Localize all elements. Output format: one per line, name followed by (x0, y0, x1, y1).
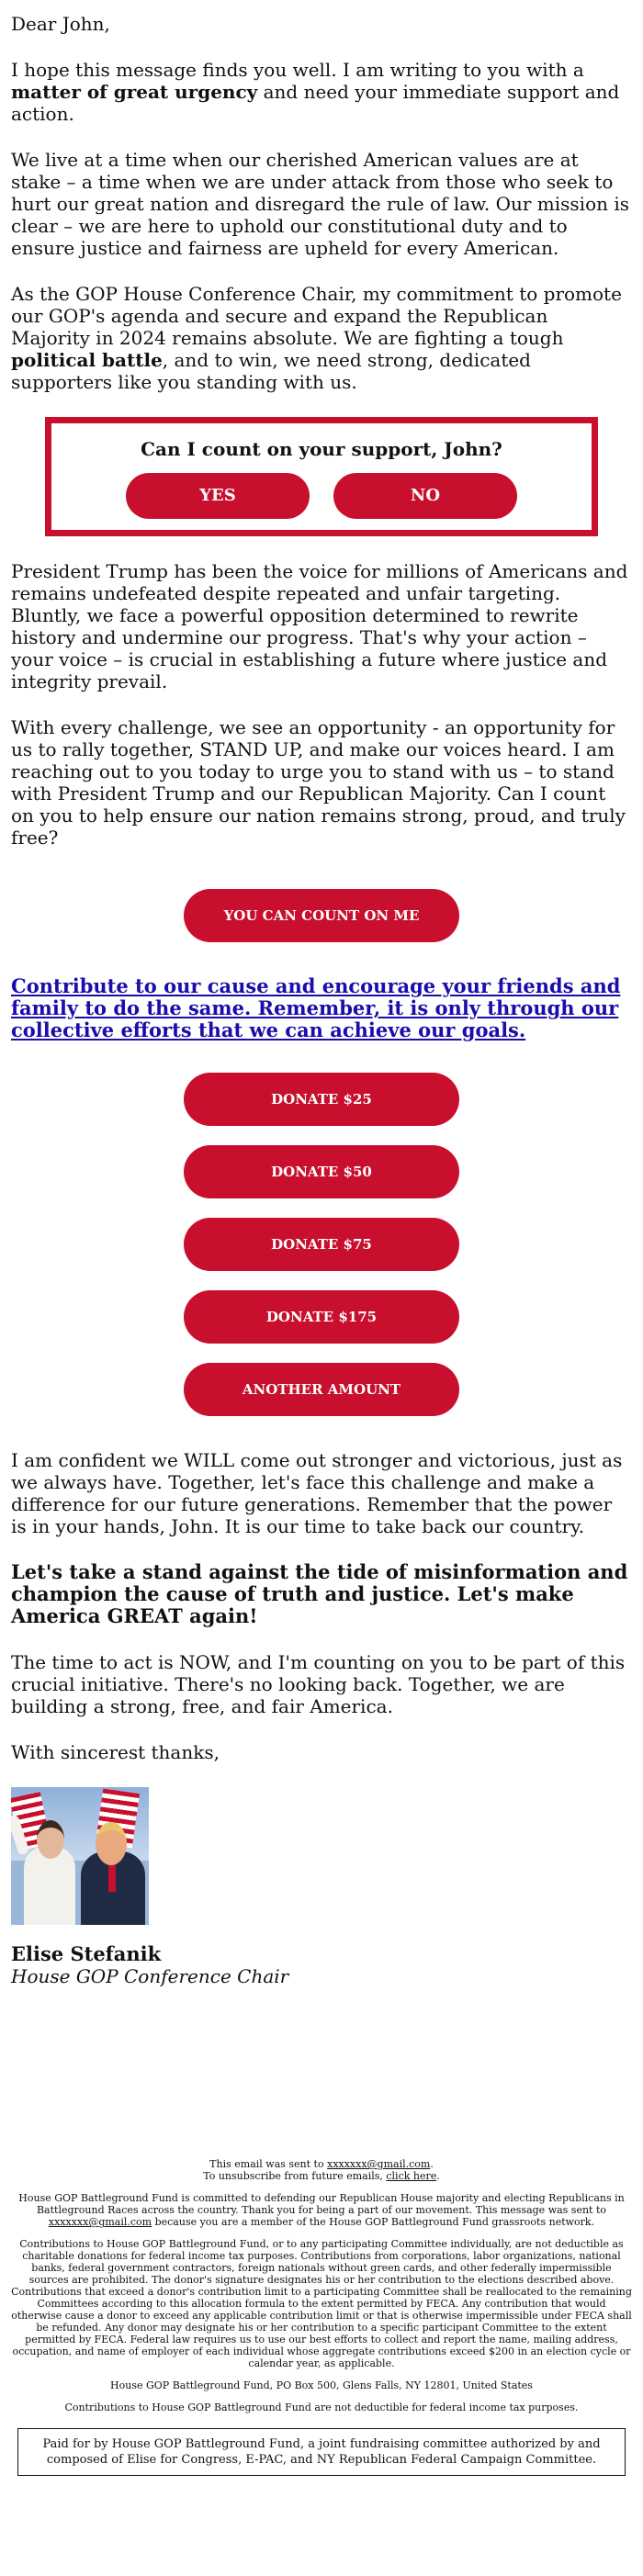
sent-to-line: This email was sent to xxxxxxx@gmail.com. (209, 2158, 434, 2170)
values-paragraph: We live at a time when our cherished American values are at stake – a time when we are under attack from those who seek to hurt our great nation and disregard the rule of law. Our mission is clear – we are here to uphold our constitutional duty and to ensure justice and fairness are upheld for every American. (11, 149, 630, 259)
stand-paragraph: Let's take a stand against the tide of misinformation and champion the cause of truth and justice. Let's make America GREAT again! (11, 1560, 628, 1627)
closing: With sincerest thanks, (11, 1741, 220, 1763)
support-poll (45, 417, 598, 536)
unsubscribe-line: To unsubscribe from future emails, click here. (203, 2170, 440, 2182)
committee-statement: House GOP Battleground Fund is committed to defending our Republican House majority and electing Republicans in Battleground Races across the country. Thank you for being a part of our movement. This message was sent to xxxxxxx@gmail.com because you are a member of the House GOP Battleground Fund grassroots network. (18, 2192, 625, 2228)
recipient-email-link-2[interactable]: xxxxxxx@gmail.com (48, 2216, 152, 2228)
legal-disclaimer: Contributions to House GOP Battleground Fund, or to any participating Committee individually, are not deductible as charitable donations for federal income tax purposes. Contributions from corporations, labor organizations, national banks, federal government contractors, foreign nationals without green cards, and other federally impermissible sources are prohibited. The donor's signature designates his or her contribution to the elections described above. Contributions that exceed a donor's contribution limit to a participating Committee shall be reallocated to the remaining Committees according to this allocation formula to the extent permitted by FECA. Any contribution that would otherwise cause a donor to exceed any applicable contribution limit or that is otherwise impermissible under FECA shall be refunded. Any donor may designate his or her contribution to a specific participant Committee to the extent permitted by FECA. Federal law requires us to use our best efforts to collect and report the name, mailing address, occupation, and name of employer of each individual whose aggregate contributions exceed $200 in an election cycle or calendar year, as applicable. (11, 2238, 632, 2369)
signer-title: House GOP Conference Chair (11, 1965, 289, 1987)
trump-paragraph: President Trump has been the voice for millions of Americans and remains undefeated despite repeated and unfair targeting. Bluntly, we face a powerful opposition determined to rewrite history and undermine our progress. That's why your action – your voice – is crucial in establishing a future where justice and integrity prevail. (11, 560, 628, 692)
commitment-paragraph: As the GOP House Conference Chair, my commitment to promote our GOP's agenda and secure and expand the Republican Majority in 2024 remains absolute. We are fighting a tough political battle, and to win, we need strong, dedicated supporters like you standing with us. (11, 283, 622, 393)
challenge-paragraph: With every challenge, we see an opportunity - an opportunity for us to rally together, STAND UP, and make our voices heard. I am reaching out to you today to urge you to stand with us – to stand with President Trump and our Republican Majority. Can I count on you to help ensure our nation remains strong, proud, and truly free? (11, 716, 626, 849)
act-now-paragraph: The time to act is NOW, and I'm counting on you to be part of this crucial initiative. There's no looking back. Together, we are building a strong, free, and fair America. (11, 1651, 626, 1717)
donate-175-button[interactable]: DONATE $175 (184, 1290, 459, 1344)
battle-emphasis: political battle (11, 349, 163, 371)
unsubscribe-link[interactable]: click here (386, 2170, 437, 2182)
tax-notice: Contributions to House GOP Battleground Fund are not deductible for federal income tax purposes. (64, 2402, 579, 2413)
urgency-emphasis: matter of great urgency (11, 81, 258, 103)
mailing-address: House GOP Battleground Fund, PO Box 500, Glens Falls, NY 12801, United States (110, 2379, 533, 2391)
recipient-email-link[interactable]: xxxxxxx@gmail.com (327, 2158, 431, 2170)
contribute-link[interactable]: Contribute to our cause and encourage your friends and family to do the same. Remember, it is only through our collective efforts that we can achieve our goals. (11, 974, 621, 1041)
another-amount-button[interactable]: ANOTHER AMOUNT (184, 1363, 459, 1416)
yes-button[interactable]: YES (126, 473, 310, 519)
greeting: Dear John, (11, 13, 110, 35)
intro-paragraph: I hope this message finds you well. I am writing to you with a matter of great urgency and need your immediate support and action. (11, 59, 620, 125)
confidence-paragraph: I am confident we WILL come out stronger and victorious, just as we always have. Together, let's face this challenge and make a difference for our future generations. Remember that the power is in your hands, John. It is our time to take back our country. (11, 1449, 623, 1537)
signature-photo (11, 1787, 149, 1925)
donate-75-button[interactable]: DONATE $75 (184, 1218, 459, 1271)
poll-question: Can I count on your support, John? (141, 438, 502, 460)
count-on-me-button[interactable]: YOU CAN COUNT ON ME (184, 889, 459, 942)
donate-50-button[interactable]: DONATE $50 (184, 1145, 459, 1198)
donate-25-button[interactable]: DONATE $25 (184, 1073, 459, 1126)
paid-for-box: Paid for by House GOP Battleground Fund, a joint fundraising committee authorized by and composed of Elise for Congress, E-PAC, and NY Republican Federal Campaign Committee. (17, 2428, 626, 2476)
donate-buttons (11, 1073, 632, 1416)
no-button[interactable]: NO (333, 473, 517, 519)
footer (11, 2158, 632, 2476)
signer-name: Elise Stefanik (11, 1942, 162, 1965)
